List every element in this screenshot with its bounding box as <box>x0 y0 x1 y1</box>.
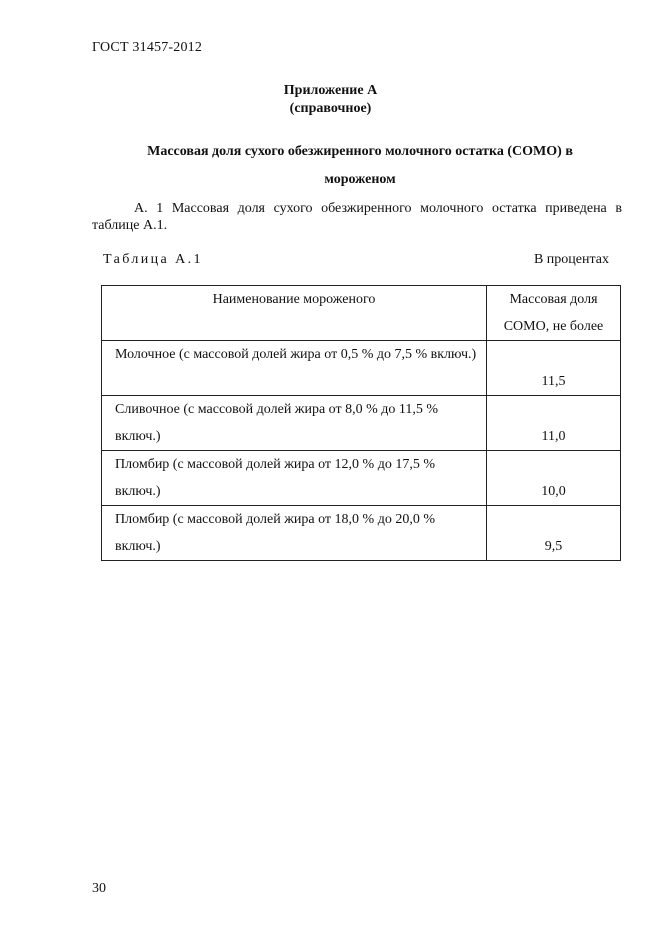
row-value: 11,0 <box>487 396 621 451</box>
row-name: Пломбир (с массовой долей жира от 12,0 % до 17,5 % включ.) <box>102 451 487 506</box>
row-value: 9,5 <box>487 506 621 561</box>
table-row <box>102 451 621 506</box>
table-row <box>102 396 621 451</box>
appendix-heading <box>0 82 661 118</box>
row-value: 10,0 <box>487 451 621 506</box>
appendix-subtitle: (справочное) <box>289 101 372 116</box>
section-title: Массовая доля сухого обезжиренного молочного остатка (СОМО) в мороженом <box>147 144 573 187</box>
data-table <box>101 285 621 561</box>
body-paragraph: А. 1 Массовая доля сухого обезжиренного молочного остатка приведена в таблице А.1. <box>92 201 622 233</box>
table-header-row <box>102 286 621 341</box>
table-caption: Таблица А.1 <box>103 252 203 267</box>
table-row <box>102 506 621 561</box>
row-name: Молочное (с массовой долей жира от 0,5 % до 7,5 % включ.) <box>102 341 487 396</box>
row-value: 11,5 <box>487 341 621 396</box>
row-name: Пломбир (с массовой долей жира от 18,0 % до 20,0 % включ.) <box>102 506 487 561</box>
standard-code: ГОСТ 31457-2012 <box>92 40 203 55</box>
header-name: Наименование мороженого <box>102 286 487 341</box>
table-units: В процентах <box>533 252 609 267</box>
table-row <box>102 341 621 396</box>
page-number: 30 <box>92 881 106 896</box>
appendix-title: Приложение А <box>283 83 378 98</box>
row-name: Сливочное (с массовой долей жира от 8,0 % до 11,5 % включ.) <box>102 396 487 451</box>
header-value: Массовая доля СОМО, не более <box>487 286 621 341</box>
